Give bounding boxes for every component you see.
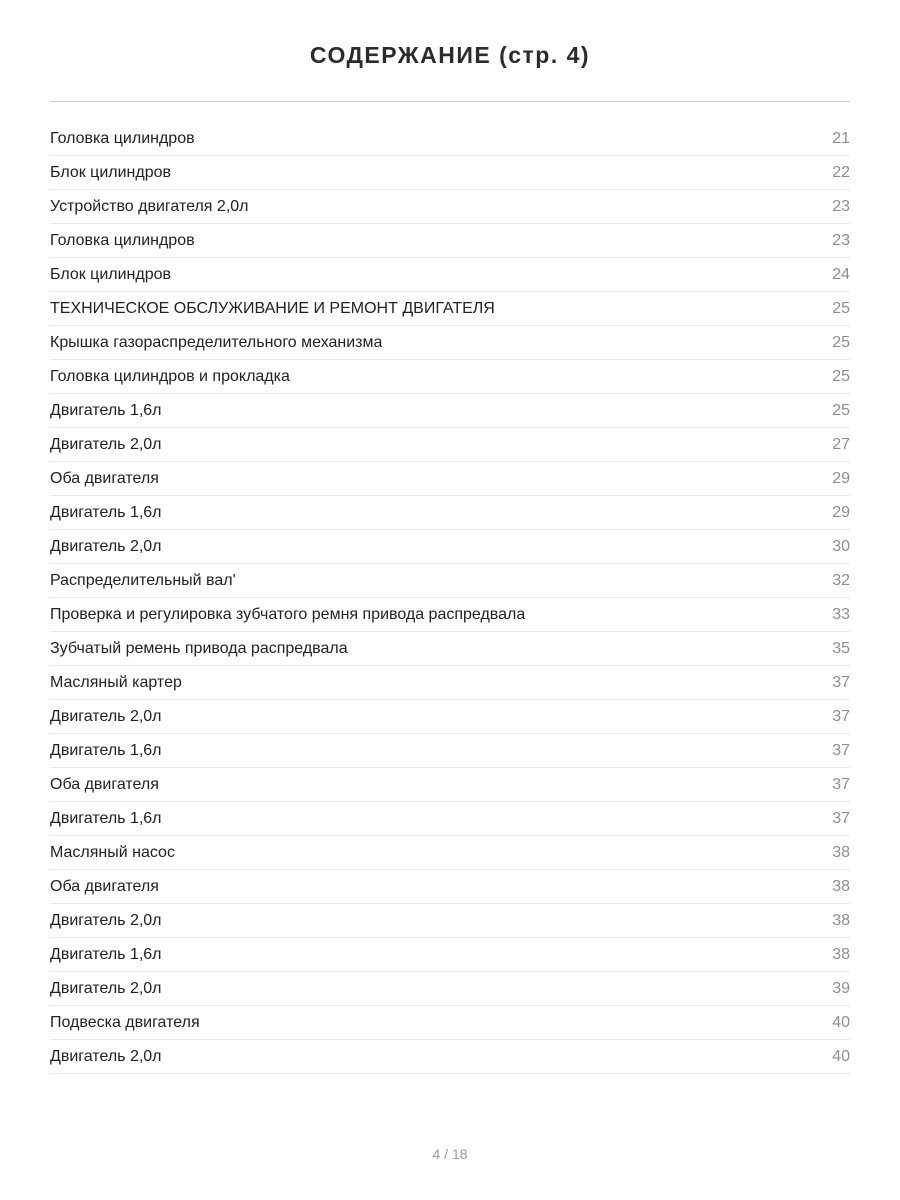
toc-entry-label: Оба двигателя xyxy=(50,775,159,793)
toc-row[interactable] xyxy=(50,394,850,428)
toc-entry-page: 29 xyxy=(832,503,850,521)
toc-entry-page: 38 xyxy=(832,945,850,963)
toc-entry-page: 37 xyxy=(832,775,850,793)
toc-row[interactable] xyxy=(50,224,850,258)
page-number-indicator: 4 / 18 xyxy=(432,1146,468,1162)
toc-entry-label: Двигатель 1,6л xyxy=(50,809,162,827)
toc-row[interactable] xyxy=(50,700,850,734)
toc-row[interactable] xyxy=(50,1006,850,1040)
toc-entry-label: Крышка газораспределительного механизма xyxy=(50,333,383,351)
toc-entry-page: 32 xyxy=(832,571,850,589)
toc-row[interactable] xyxy=(50,666,850,700)
toc-entry-page: 30 xyxy=(832,537,850,555)
toc-entry-label: Двигатель 2,0л xyxy=(50,537,162,555)
toc-entry-label: Двигатель 2,0л xyxy=(50,911,162,929)
toc-entry-page: 38 xyxy=(832,877,850,895)
toc-entry-page: 22 xyxy=(832,163,850,181)
toc-entry-label: Подвеска двигателя xyxy=(50,1013,200,1031)
toc-row[interactable] xyxy=(50,496,850,530)
toc-entry-page: 24 xyxy=(832,265,850,283)
toc-row[interactable] xyxy=(50,632,850,666)
toc-entry-page: 37 xyxy=(832,673,850,691)
toc-entry-label: Головка цилиндров xyxy=(50,129,195,147)
toc-row[interactable] xyxy=(50,836,850,870)
toc-entry-page: 25 xyxy=(832,299,850,317)
toc-row[interactable] xyxy=(50,768,850,802)
toc-entry-label: Масляный насос xyxy=(50,843,175,861)
toc-row[interactable] xyxy=(50,258,850,292)
toc-entry-label: Двигатель 2,0л xyxy=(50,707,162,725)
toc-entry-page: 37 xyxy=(832,741,850,759)
toc-list xyxy=(50,122,850,1074)
toc-entry-label: Оба двигателя xyxy=(50,877,159,895)
toc-entry-label: Головка цилиндров и прокладка xyxy=(50,367,290,385)
toc-entry-page: 38 xyxy=(832,843,850,861)
toc-row[interactable] xyxy=(50,190,850,224)
toc-row[interactable] xyxy=(50,462,850,496)
toc-entry-page: 39 xyxy=(832,979,850,997)
page-title: СОДЕРЖАНИЕ (стр. 4) xyxy=(309,42,591,68)
toc-entry-label: Головка цилиндров xyxy=(50,231,195,249)
toc-row[interactable] xyxy=(50,530,850,564)
toc-entry-label: Двигатель 1,6л xyxy=(50,503,162,521)
toc-row[interactable] xyxy=(50,292,850,326)
toc-entry-label: Проверка и регулировка зубчатого ремня привода распредвала xyxy=(50,605,526,623)
toc-row[interactable] xyxy=(50,802,850,836)
toc-row[interactable] xyxy=(50,904,850,938)
toc-entry-page: 37 xyxy=(832,707,850,725)
title-divider xyxy=(50,101,850,102)
toc-entry-label: Двигатель 1,6л xyxy=(50,741,162,759)
toc-row[interactable] xyxy=(50,734,850,768)
toc-entry-label: Блок цилиндров xyxy=(50,163,172,181)
toc-entry-page: 40 xyxy=(832,1047,850,1065)
toc-entry-page: 23 xyxy=(832,197,850,215)
toc-entry-label: Двигатель 2,0л xyxy=(50,979,162,997)
toc-entry-page: 23 xyxy=(832,231,850,249)
toc-entry-label: Зубчатый ремень привода распредвала xyxy=(50,639,348,657)
toc-row[interactable] xyxy=(50,938,850,972)
toc-entry-page: 25 xyxy=(832,401,850,419)
toc-entry-page: 38 xyxy=(832,911,850,929)
toc-row[interactable] xyxy=(50,564,850,598)
toc-entry-label: Двигатель 1,6л xyxy=(50,401,162,419)
toc-row[interactable] xyxy=(50,122,850,156)
toc-entry-page: 25 xyxy=(832,333,850,351)
toc-entry-label: Масляный картер xyxy=(50,673,182,691)
toc-entry-label: ТЕХНИЧЕСКОЕ ОБСЛУЖИВАНИЕ И РЕМОНТ ДВИГАТЕЛЯ xyxy=(50,299,495,317)
toc-row[interactable] xyxy=(50,870,850,904)
toc-entry-page: 27 xyxy=(832,435,850,453)
toc-row[interactable] xyxy=(50,156,850,190)
toc-entry-page: 35 xyxy=(832,639,850,657)
toc-entry-page: 29 xyxy=(832,469,850,487)
toc-entry-label: Устройство двигателя 2,0л xyxy=(50,197,249,215)
toc-row[interactable] xyxy=(50,972,850,1006)
toc-entry-page: 21 xyxy=(832,129,850,147)
toc-row[interactable] xyxy=(50,1040,850,1074)
toc-entry-page: 40 xyxy=(832,1013,850,1031)
toc-row[interactable] xyxy=(50,360,850,394)
toc-entry-page: 25 xyxy=(832,367,850,385)
toc-entry-label: Оба двигателя xyxy=(50,469,159,487)
toc-row[interactable] xyxy=(50,428,850,462)
toc-entry-label: Блок цилиндров xyxy=(50,265,172,283)
toc-entry-page: 37 xyxy=(832,809,850,827)
toc-entry-label: Двигатель 2,0л xyxy=(50,435,162,453)
toc-entry-page: 33 xyxy=(832,605,850,623)
toc-row[interactable] xyxy=(50,598,850,632)
toc-entry-label: Распределительный вал' xyxy=(50,571,236,589)
toc-entry-label: Двигатель 1,6л xyxy=(50,945,162,963)
toc-entry-label: Двигатель 2,0л xyxy=(50,1047,162,1065)
toc-row[interactable] xyxy=(50,326,850,360)
